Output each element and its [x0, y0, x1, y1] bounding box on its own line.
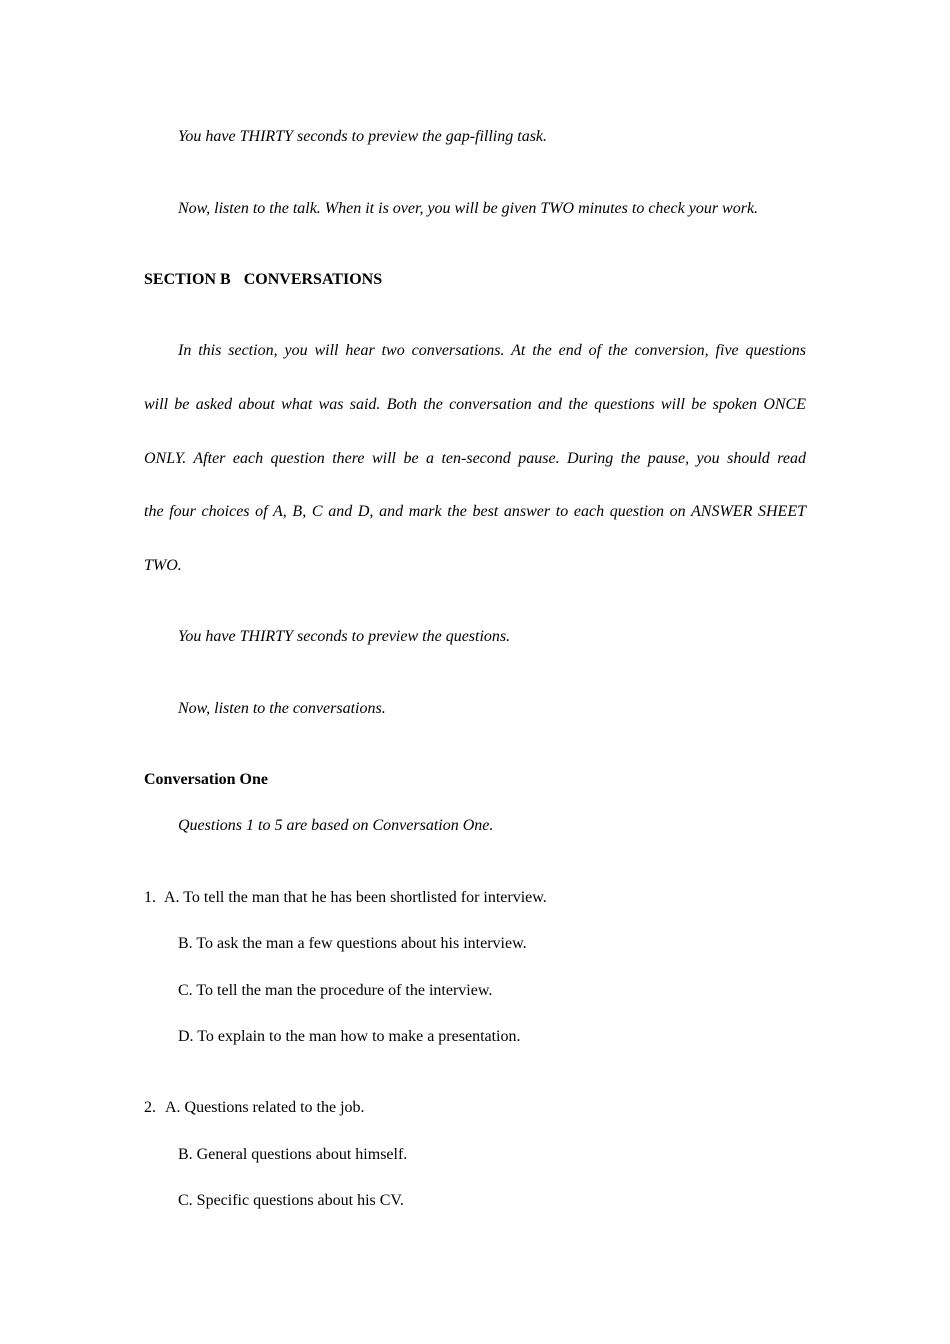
- section-b-instruction-line: will be asked about what was said. Both the conversation and the questions will be spoken ONCE: [144, 396, 806, 413]
- question-2-option-b: B. General questions about himself.: [178, 1146, 408, 1163]
- question-1-option-a: A. To tell the man that he has been shortlisted for interview.: [164, 889, 547, 906]
- section-b-instruction-line: TWO.: [144, 557, 182, 574]
- section-b-instruction-line: In this section, you will hear two conversations. At the end of the conversion, five questions: [178, 342, 806, 359]
- section-b-instruction-line: the four choices of A, B, C and D, and mark the best answer to each question on ANSWER SHEET: [144, 503, 806, 520]
- question-2-option-c: C. Specific questions about his CV.: [178, 1192, 404, 1209]
- question-1-number: 1.: [144, 889, 156, 906]
- conversation-one-heading: Conversation One: [144, 771, 268, 788]
- question-1-option-d: D. To explain to the man how to make a presentation.: [178, 1028, 521, 1045]
- question-2-number: 2.: [144, 1099, 156, 1116]
- question-1-option-b: B. To ask the man a few questions about his interview.: [178, 935, 527, 952]
- section-b-title: CONVERSATIONS: [243, 271, 383, 288]
- section-b-instruction-line: ONLY. After each question there will be a ten-second pause. During the pause, you should read: [144, 450, 806, 467]
- listen-conversations-instruction: Now, listen to the conversations.: [178, 700, 386, 717]
- listen-talk-instruction: Now, listen to the talk. When it is over, you will be given TWO minutes to check your work.: [178, 200, 759, 217]
- preview-questions-instruction: You have THIRTY seconds to preview the questions.: [178, 628, 511, 645]
- conversation-one-based-on: Questions 1 to 5 are based on Conversation One.: [178, 817, 494, 834]
- section-b-label: SECTION B: [144, 271, 231, 288]
- section-b-heading: [144, 270, 382, 290]
- preview-gap-filling-instruction: You have THIRTY seconds to preview the gap-filling task.: [178, 128, 548, 145]
- question-1-option-c: C. To tell the man the procedure of the interview.: [178, 982, 493, 999]
- question-2-option-a: A. Questions related to the job.: [165, 1099, 365, 1116]
